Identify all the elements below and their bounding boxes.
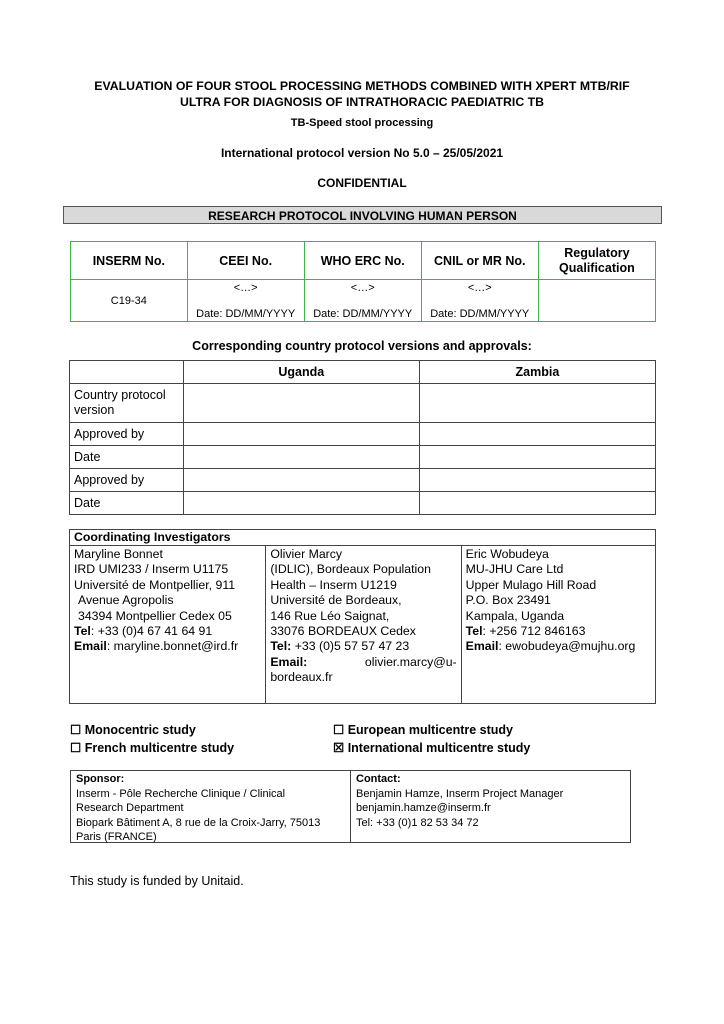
who-erc-placeholder: <…> [350, 281, 375, 294]
column-zambia: Zambia [419, 361, 655, 384]
row-label-date: Date [70, 446, 184, 469]
address-line: Health – Inserm U1219 [270, 577, 397, 592]
option-european-multicentre[interactable] [333, 721, 530, 739]
phone-number: : +256 712 846163 [482, 624, 586, 639]
address-line: Avenue Agropolis [78, 593, 174, 608]
country-corner-cell [70, 361, 184, 384]
phone-number: : +33 (0)4 67 41 64 91 [90, 624, 213, 639]
ceei-cell [187, 280, 304, 322]
coordinator-name: Eric Wobudeya [465, 547, 549, 561]
coordinator-marcy [265, 546, 460, 704]
coordinator-name: Maryline Bonnet [74, 547, 163, 561]
email-line [74, 639, 261, 654]
cell-zambia-date [419, 446, 655, 469]
study-type-left [70, 721, 234, 757]
header-who-erc: WHO ERC No. [304, 242, 421, 280]
option-monocentric[interactable] [70, 721, 234, 739]
email-address[interactable]: olivier.marcy@u- [364, 654, 457, 669]
coordinators-heading: Coordinating Investigators [70, 530, 655, 546]
contact-email[interactable]: benjamin.hamze@inserm.fr [356, 802, 491, 814]
checkbox-unchecked-icon[interactable]: ☐ [333, 723, 345, 737]
address-line: P.O. Box 23491 [465, 593, 551, 608]
address-line: MU-JHU Care Ltd [465, 562, 564, 577]
row-label-approved-by-2: Approved by [70, 469, 184, 492]
contact-section [351, 771, 630, 842]
study-type-right [333, 721, 530, 757]
address-line: 33076 BORDEAUX Cedex [270, 624, 416, 639]
row-label-protocol-version: Country protocol version [70, 384, 184, 423]
address-line: 34394 Montpellier Cedex 05 [78, 608, 232, 623]
funding-statement: This study is funded by Unitaid. [70, 874, 244, 888]
coordinator-name: Olivier Marcy [270, 547, 343, 561]
coordinating-investigators-box [69, 529, 656, 704]
header-inserm: INSERM No. [71, 242, 188, 280]
row-label-date-2: Date [70, 492, 184, 515]
sponsor-line: Paris (FRANCE) [76, 831, 157, 843]
country-versions-table [69, 360, 656, 515]
registration-table [70, 241, 656, 322]
option-french-multicentre[interactable] [70, 739, 234, 757]
cell-zambia-date-2 [419, 492, 655, 515]
email-line [466, 639, 651, 654]
address-line: (IDLIC), Bordeaux Population [270, 562, 431, 577]
title-line-2: ULTRA FOR DIAGNOSIS OF INTRATHORACIC PAEDIATRIC TB [179, 95, 545, 109]
document-subtitle: TB-Speed stool processing [290, 117, 434, 129]
phone-line [270, 639, 456, 654]
cnil-placeholder: <…> [467, 281, 492, 294]
header-ceei: CEEI No. [187, 242, 304, 280]
cell-uganda-version [183, 384, 419, 423]
phone-line [74, 624, 261, 639]
contact-label: Contact: [356, 773, 401, 785]
address-line: IRD UMI233 / Inserm U1175 [74, 562, 229, 577]
email-continuation[interactable]: bordeaux.fr [270, 670, 333, 685]
sponsor-section [71, 771, 351, 842]
sponsor-line: Biopark Bâtiment A, 8 rue de la Croix-Jarry, 75013 [76, 816, 321, 829]
cnil-cell [421, 280, 538, 322]
email-address[interactable]: : ewobudeya@mujhu.org [498, 639, 636, 654]
email-label: Email: [270, 654, 308, 669]
cell-zambia-version [419, 384, 655, 423]
inserm-number: C19-34 [71, 280, 188, 322]
who-erc-date: Date: DD/MM/YYYY [313, 307, 413, 320]
option-label: International multicentre study [347, 741, 531, 755]
option-label: French multicentre study [84, 741, 235, 755]
option-international-multicentre[interactable] [333, 739, 530, 757]
sponsor-line: Inserm - Pôle Recherche Clinique / Clinical [76, 787, 286, 800]
address-line: Upper Mulago Hill Road [465, 577, 597, 592]
confidential-label: CONFIDENTIAL [317, 176, 407, 190]
country-versions-title: Corresponding country protocol versions and approvals: [192, 339, 532, 353]
coordinator-wobudeya [461, 546, 655, 704]
checkbox-checked-icon[interactable]: ☒ [333, 741, 345, 755]
email-address[interactable]: : maryline.bonnet@ird.fr [106, 639, 239, 654]
header-cnil: CNIL or MR No. [421, 242, 538, 280]
cell-uganda-approved [183, 423, 419, 446]
contact-phone: Tel: +33 (0)1 82 53 34 72 [356, 816, 479, 829]
cell-uganda-date [183, 446, 419, 469]
column-uganda: Uganda [183, 361, 419, 384]
tel-label: Tel: [270, 639, 292, 654]
checkbox-unchecked-icon[interactable]: ☐ [70, 741, 82, 755]
option-label: Monocentric study [84, 723, 196, 737]
ceei-date: Date: DD/MM/YYYY [196, 307, 296, 320]
sponsor-contact-box [70, 770, 631, 843]
row-label-approved-by: Approved by [70, 423, 184, 446]
email-line [270, 655, 456, 670]
who-erc-cell [304, 280, 421, 322]
document-title [40, 78, 684, 110]
cell-uganda-date-2 [183, 492, 419, 515]
contact-line: Benjamin Hamze, Inserm Project Manager [356, 787, 564, 800]
cell-zambia-approved-2 [419, 469, 655, 492]
checkbox-unchecked-icon[interactable]: ☐ [70, 723, 82, 737]
tel-label: Tel [465, 624, 483, 639]
email-label: Email [465, 639, 499, 654]
sponsor-label: Sponsor: [76, 773, 125, 785]
option-label: European multicentre study [347, 723, 514, 737]
address-line: Université de Montpellier, 911 [74, 577, 236, 592]
regulatory-cell [538, 280, 655, 322]
address-line: 146 Rue Léo Saignat, [270, 608, 390, 623]
protocol-version: International protocol version No 5.0 – 25/05/2021 [220, 146, 504, 160]
cell-zambia-approved [419, 423, 655, 446]
tel-label: Tel [74, 624, 91, 639]
email-label: Email [74, 639, 107, 654]
phone-line [466, 624, 651, 639]
address-line: Université de Bordeaux, [270, 593, 402, 608]
header-regulatory: Regulatory Qualification [538, 242, 655, 280]
research-protocol-banner: RESEARCH PROTOCOL INVOLVING HUMAN PERSON [63, 206, 662, 224]
cnil-date: Date: DD/MM/YYYY [430, 307, 530, 320]
title-line-1: EVALUATION OF FOUR STOOL PROCESSING METHODS COMBINED WITH XPERT MTB/RIF [94, 79, 630, 93]
coordinator-bonnet [70, 546, 265, 704]
address-line: Kampala, Uganda [465, 608, 565, 623]
sponsor-line: Research Department [76, 802, 184, 814]
ceei-placeholder: <…> [233, 281, 258, 294]
cell-uganda-approved-2 [183, 469, 419, 492]
phone-number: +33 (0)5 57 57 47 23 [291, 639, 410, 654]
